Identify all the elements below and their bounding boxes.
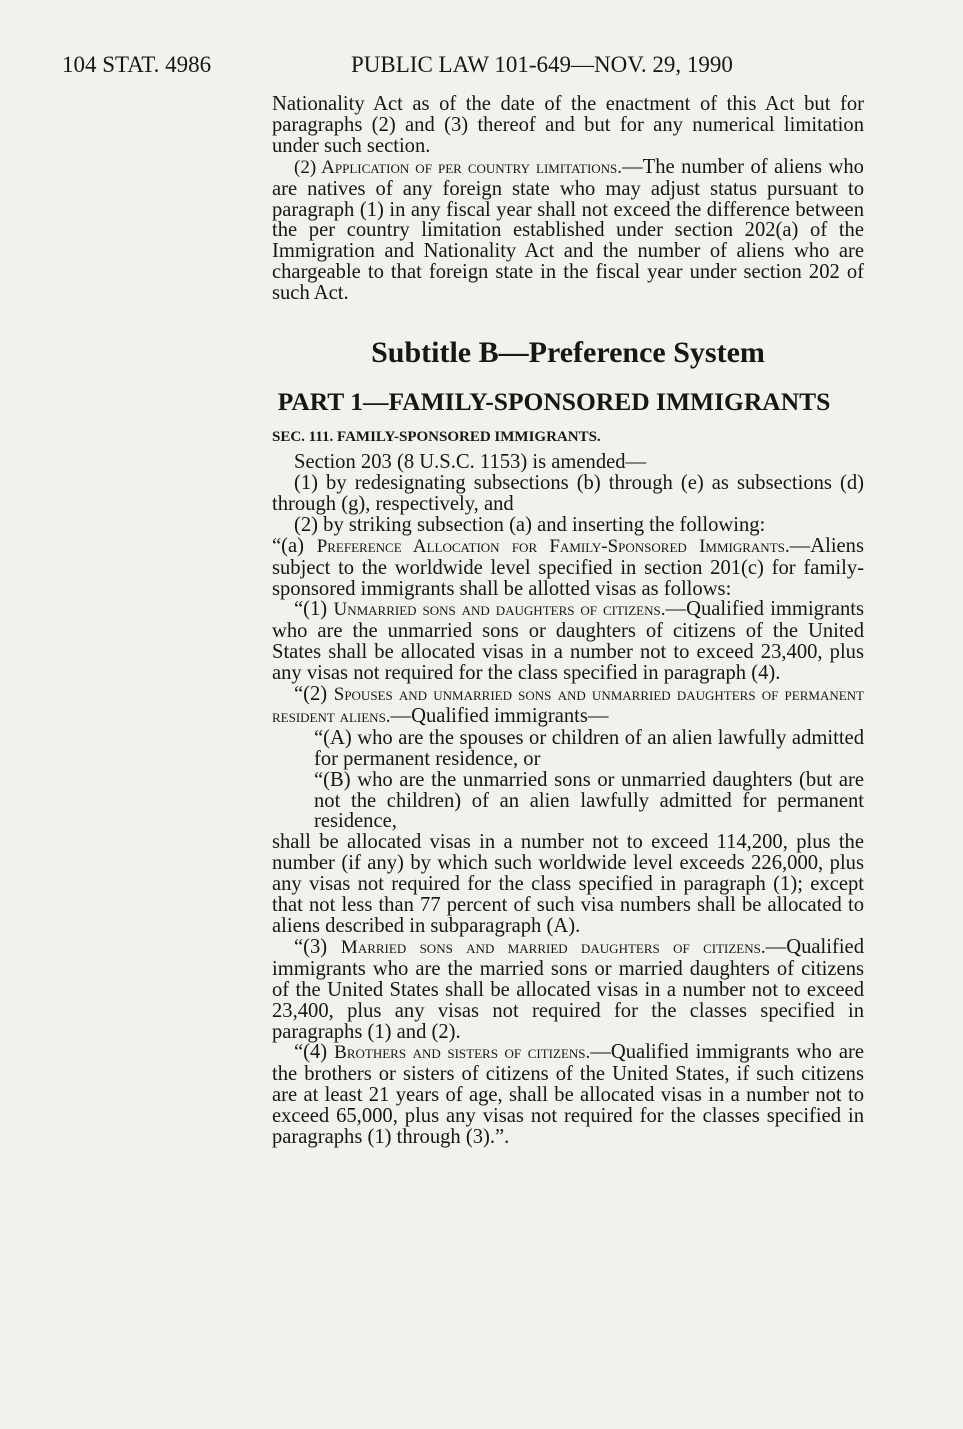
paragraph-heading: (2) Application of per country limitations. [294,156,623,178]
paragraph-4 [272,1042,864,1148]
paragraph-2 [272,684,864,728]
paragraph-2-tail: shall be allocated visas in a number not to exceed 114,200, plus the number (if any) by which such worldwide level exceeds 226,000, plus any visas not required for the class specified in paragraph (1); except that not less than 77 percent of such visa numbers shall be allocated to aliens described in subparagraph (A). [272,831,864,937]
paragraph-text: —Qualified immigrants who are the married sons or married daughters of citizens of the United States shall be allocated visas in a number not to exceed 23,400, plus any visas not required for the classes specified in paragraphs (1) and (2). [272,935,864,1043]
subtitle-heading: Subtitle B—Preference System [371,336,765,370]
subsection-text: —Aliens subject to the worldwide level specified in section 201(c) for family-sponsored immigrants shall be allotted visas as follows: [272,534,864,600]
subsection-a [272,536,864,600]
running-title: PUBLIC LAW 101-649—NOV. 29, 1990 [351,52,733,77]
subsection-heading: Preference Allocation for Family-Sponsored Immigrants. [316,535,790,557]
paragraph-1 [272,599,864,684]
amendment-item-1: (1) by redesignating subsections (b) through (e) as subsections (d) through (g), respectively, and [272,471,864,515]
paragraph-prefix: “(1) [294,598,334,621]
paragraph-prefix: “(2) [294,683,334,706]
paragraph-text: —The number of aliens who are natives of any foreign state who may adjust status pursuant to paragraph (1) in any fiscal year shall not exceed the difference between the per country limitation established under section 202(a) of the Immigration and Nationality Act and the number of aliens who are chargeable to that foreign state in the fiscal year under section 202 of such Act. [272,155,864,305]
subparagraph-A: “(A) who are the spouses or children of an alien lawfully admitted for permanent residence, or [314,726,864,770]
paragraph-heading: Unmarried sons and daughters of citizens. [333,599,666,621]
intro-paragraph-2 [272,157,864,304]
paragraph-heading: Married sons and married daughters of citizens. [340,936,766,958]
subsection-prefix: “(a) [272,534,317,557]
subparagraph-B: “(B) who are the unmarried sons or unmarried daughters (but are not the children) of an alien lawfully admitted for permanent residence, [314,768,864,833]
stat-page-number: 104 STAT. 4986 [62,52,212,77]
intro-continuation: Nationality Act as of the date of the enactment of this Act but for paragraphs (2) and (3) thereof and but for any numerical limitation under such section. [272,93,864,157]
document-body [272,94,864,1148]
part-heading: PART 1—FAMILY-SPONSORED IMMIGRANTS [277,387,831,417]
paragraph-heading: Brothers and sisters of citizens. [334,1042,591,1064]
paragraph-text: —Qualified immigrants— [390,704,609,727]
paragraph-prefix: “(3) [294,935,341,958]
section-heading: SEC. 111. FAMILY-SPONSORED IMMIGRANTS. [272,429,601,446]
paragraph-heading: Spouses and unmarried sons and unmarried daughters of permanent resident aliens. [272,684,864,727]
paragraph-text: —Qualified immigrants who are the unmarried sons or daughters of citizens of the United States shall be allocated visas in a number not to exceed 23,400, plus any visas not required for the class specified in paragraph (4). [272,598,865,685]
section-intro: Section 203 (8 U.S.C. 1153) is amended— [294,451,647,474]
paragraph-text: —Qualified immigrants who are the brothers or sisters of citizens of the United States, if such citizens are at least 21 years of age, shall be allocated visas in a number not to exceed 65,000, plus any visas not required for the classes specified in paragraphs (1) through (3).”. [272,1041,864,1149]
amendment-item-2: (2) by striking subsection (a) and inserting the following: [294,513,766,536]
paragraph-3 [272,937,864,1043]
page-header [62,50,963,80]
paragraph-prefix: “(4) [294,1041,335,1064]
